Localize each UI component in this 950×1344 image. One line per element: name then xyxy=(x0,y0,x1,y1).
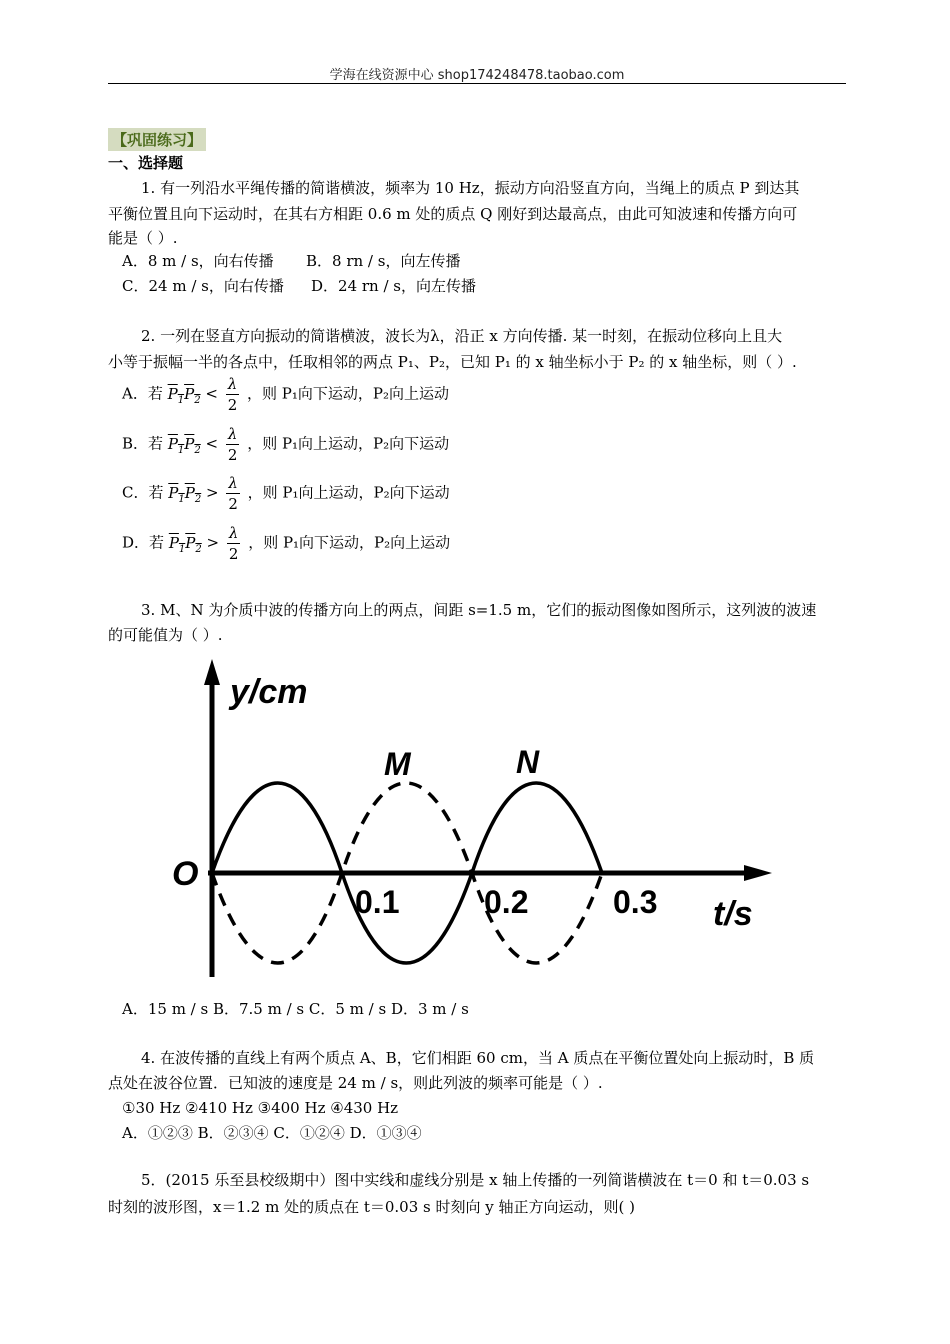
lambda: λ xyxy=(228,474,238,492)
q5-line1: 5．(2015 乐至县校级期中）图中实线和虚线分别是 x 轴上传播的一列简谐横波在 t＝0 和 t＝0.03 s xyxy=(141,1171,810,1189)
label-m: M xyxy=(384,746,411,782)
section-title: 【巩固练习】 xyxy=(108,128,206,151)
q3-line2: 的可能值为（ ）. xyxy=(108,626,223,644)
option-text: ，则 P₁向上运动，P₂向下运动 xyxy=(247,483,450,502)
q3-line1: 3. M、N 为介质中波的传播方向上的两点，间距 s=1.5 m，它们的振动图像如图所示，这列波的波速 xyxy=(141,601,817,619)
relation: < xyxy=(205,384,218,403)
q4-line1: 4. 在波传播的直线上有两个质点 A、B，它们相距 60 cm，当 A 质点在平衡位置处向上振动时，B 质 xyxy=(141,1049,815,1067)
denominator: 2 xyxy=(227,446,238,464)
page-header: 学海在线资源中心 shop174248478.taobao.com xyxy=(329,68,625,83)
lambda: λ xyxy=(227,375,238,393)
q1-line1: 1. 有一列沿水平绳传播的简谐横波，频率为 10 Hz，振动方向沿竖直方向，当绳上的质点 P 到达其 xyxy=(141,179,800,197)
q2-option-b: B．若 $P_1P_2$ < $\frac{\lambda}{2}$ ，则 P₁向上运动，P₂向下运动 xyxy=(122,425,450,464)
q2-option-a: A．若 $P_1P_2$ < $\frac{\lambda}{2}$ ，则 P₁向下运动，P₂向上运动 xyxy=(122,375,449,414)
tick-label: 0.1 xyxy=(355,884,400,920)
option-text: ，则 P₁向下运动，P₂向上运动 xyxy=(248,533,451,552)
q2-line2: 小等于振幅一半的各点中，任取相邻的两点 P₁、P₂，已知 P₁ 的 x 轴坐标小于 P₂ 的 x 轴坐标，则（ ）. xyxy=(108,353,797,371)
q4-options: A．①②③ B．②③④ C．①②④ D．①③④ xyxy=(122,1124,422,1142)
denominator: 2 xyxy=(227,396,238,414)
q1-line3: 能是（ ）. xyxy=(108,229,178,247)
relation: > xyxy=(206,533,220,552)
subsection-title: 一、选择题 xyxy=(108,154,184,172)
option-text: ，则 P₁向上运动，P₂向下运动 xyxy=(247,434,450,453)
option-label: C．若 xyxy=(122,483,164,502)
option-label: D．若 xyxy=(122,533,165,552)
relation: < xyxy=(205,434,219,453)
option-label: A．若 xyxy=(122,384,163,403)
x-axis-arrow xyxy=(744,865,772,881)
denominator: 2 xyxy=(228,545,239,563)
header-divider xyxy=(108,83,846,84)
option-label: B．若 xyxy=(122,434,164,453)
q2-option-c: C．若 $P_1P_2$ > $\frac{\lambda}{2}$ ，则 P₁向上运动，P₂向下运动 xyxy=(122,474,450,513)
origin-label: O xyxy=(172,855,199,893)
vibration-graph xyxy=(160,655,780,985)
q1-option-c: C．24 m / s，向右传播 xyxy=(122,277,284,295)
q2-option-d: D．若 $P_1P_2$ > $\frac{\lambda}{2}$ ，则 P₁向下运动，P₂向上运动 xyxy=(122,524,451,563)
tick-label: 0.3 xyxy=(613,884,658,920)
x-axis-label: t/s xyxy=(713,895,753,933)
q1-option-a: A．8 m / s，向右传播 xyxy=(122,252,274,270)
q2-line1: 2. 一列在竖直方向振动的简谐横波，波长为λ，沿正 x 方向传播. 某一时刻，在振动位移向上且大 xyxy=(141,327,783,345)
q4-items: ①30 Hz ②410 Hz ③400 Hz ④430 Hz xyxy=(122,1099,399,1117)
relation: > xyxy=(205,483,219,502)
q5-line2: 时刻的波形图，x＝1.2 m 处的质点在 t＝0.03 s 时刻向 y 轴正方向运动，则( ) xyxy=(108,1198,635,1216)
y-axis-label: y/cm xyxy=(230,673,308,711)
q1-line2: 平衡位置且向下运动时，在其右方相距 0.6 m 处的质点 Q 刚好到达最高点，由此可知波速和传播方向可 xyxy=(108,205,798,223)
denominator: 2 xyxy=(228,495,238,513)
q3-options: A．15 m / s B．7.5 m / s C．5 m / s D．3 m / s xyxy=(122,1000,469,1018)
q1-option-b: B．8 rn / s，向左传播 xyxy=(306,252,461,270)
tick-label: 0.2 xyxy=(484,884,529,920)
option-text: ，则 P₁向下运动，P₂向上运动 xyxy=(247,384,449,403)
lambda: λ xyxy=(228,524,239,542)
label-n: N xyxy=(516,744,540,780)
q1-option-d: D．24 rn / s，向左传播 xyxy=(311,277,477,295)
y-axis-arrow xyxy=(204,659,220,685)
q4-line2: 点处在波谷位置．已知波的速度是 24 m / s，则此列波的频率可能是（ ）. xyxy=(108,1074,603,1092)
lambda: λ xyxy=(227,425,238,443)
